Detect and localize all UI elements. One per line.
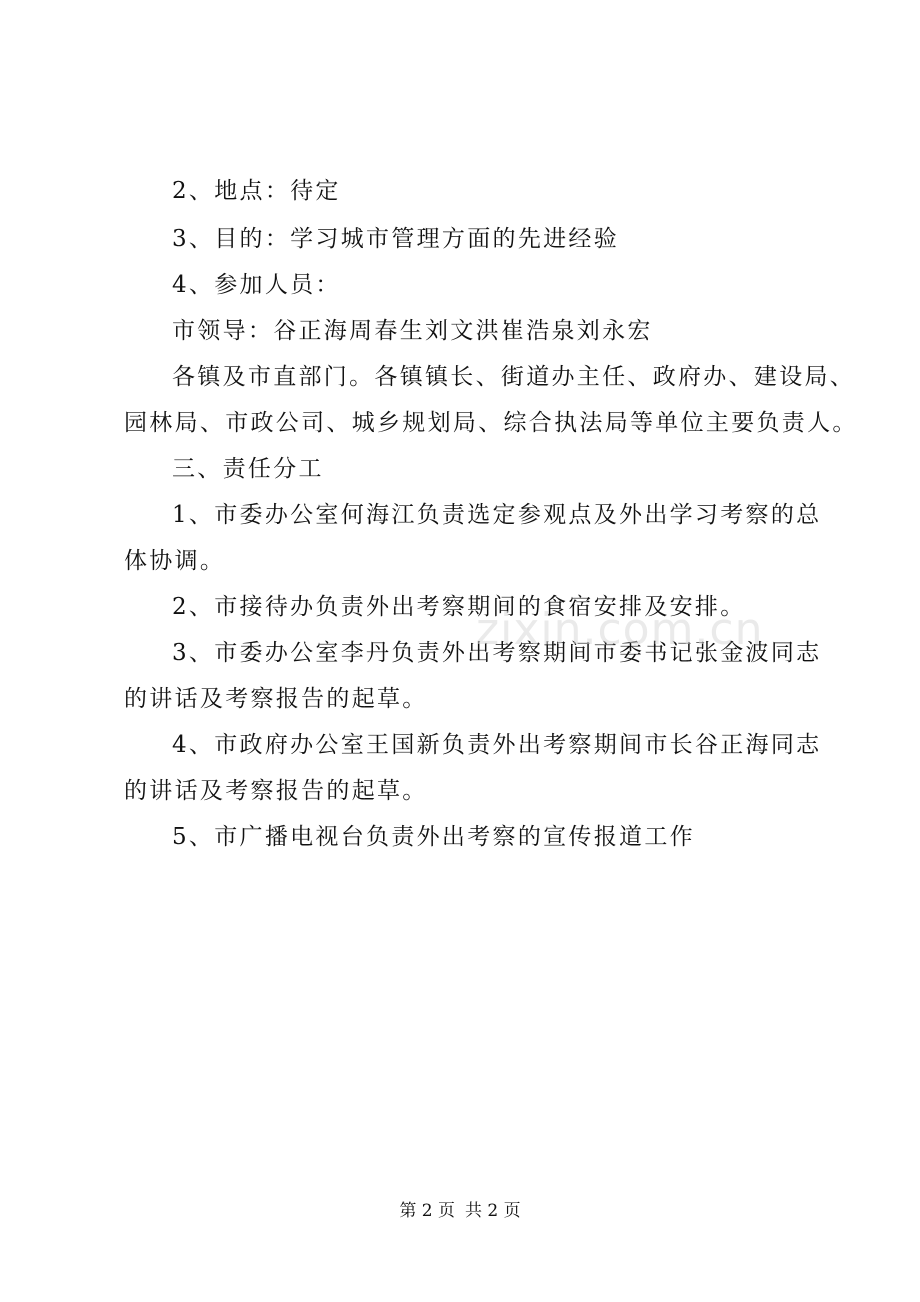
purpose-line: 3、目的：学习城市管理方面的先进经验	[172, 226, 620, 252]
duty-3-line-2: 的讲话及考察报告的起草。	[124, 686, 428, 712]
watermark: zixin.com.cn	[476, 604, 764, 655]
location-line: 2、地点：待定	[172, 178, 341, 204]
departments-line-1: 各镇及市直部门。各镇镇长、街道办主任、政府办、建设局、	[172, 364, 856, 390]
duty-1-line-1: 1、市委办公室何海江负责选定参观点及外出学习考察的总	[172, 502, 822, 528]
page-number: 第 2 页	[399, 1201, 455, 1221]
duty-5-line: 5、市广播电视台负责外出考察的宣传报道工作	[172, 824, 695, 850]
page-footer	[0, 1200, 920, 1222]
duty-3-line-1: 3、市委办公室李丹负责外出考察期间市委书记张金波同志	[172, 640, 822, 666]
duty-4-line-1: 4、市政府办公室王国新负责外出考察期间市长谷正海同志	[172, 732, 822, 758]
duty-2-line: 2、市接待办负责外出考察期间的食宿安排及安排。	[172, 594, 746, 620]
duty-1-line-2: 体协调。	[124, 548, 226, 574]
departments-line-2: 园林局、市政公司、城乡规划局、综合执法局等单位主要负责人。	[124, 410, 858, 436]
city-leaders-line: 市领导：谷正海周春生刘文洪崔浩泉刘永宏	[172, 318, 653, 344]
duty-4-line-2: 的讲话及考察报告的起草。	[124, 778, 428, 804]
participants-heading: 4、参加人员：	[172, 272, 341, 298]
section-heading-responsibilities: 三、责任分工	[172, 456, 324, 482]
page-total: 共 2 页	[465, 1201, 521, 1221]
